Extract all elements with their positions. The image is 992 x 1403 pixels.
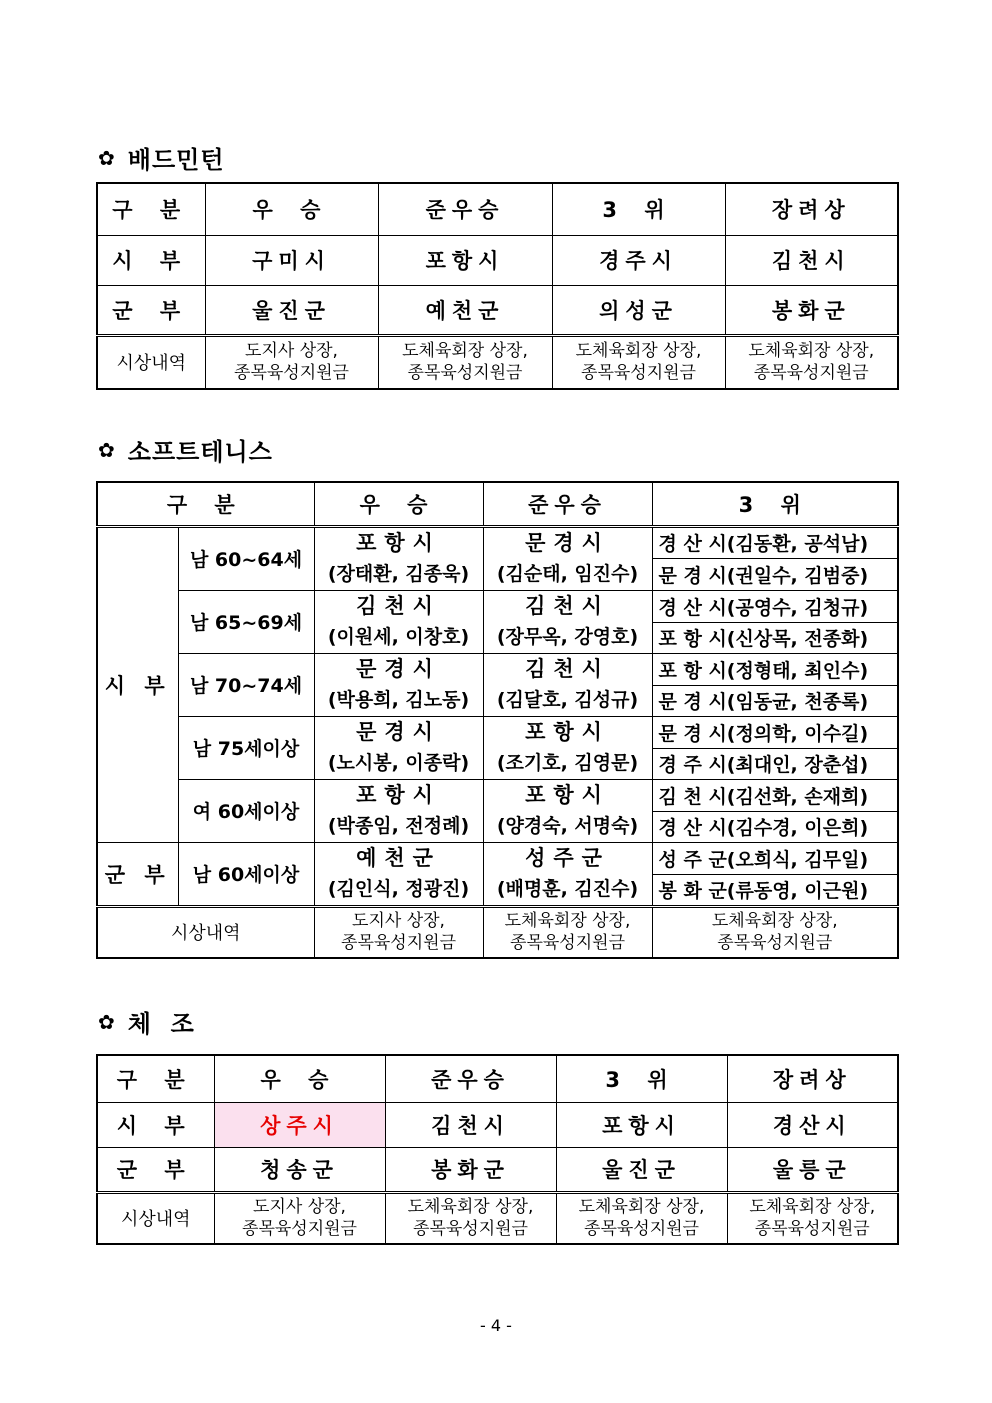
softtennis-table: [96, 481, 899, 959]
third-cell: 경 산 시(김수경, 이은희): [652, 811, 898, 842]
row-label-city: 시 부: [97, 235, 205, 285]
age-category: 남 65~69세: [178, 590, 314, 653]
award-cell: 도체육회장 상장, 종목육성지원금: [556, 1192, 727, 1244]
award-cell: 도체육회장 상장, 종목육성지원금: [552, 335, 725, 389]
runner-up-cell: 문경시 (김순태, 임진수): [483, 526, 652, 590]
cell: 의성군: [552, 285, 725, 335]
award-label: 시상내역: [97, 1192, 214, 1244]
runner-up-cell: 김천시 (김달호, 김성규): [483, 653, 652, 716]
gymnastics-title-text: 체 조: [127, 1010, 195, 1038]
age-category: 남 70~74세: [178, 653, 314, 716]
cell: 경주시: [552, 235, 725, 285]
cell: 포항시: [378, 235, 552, 285]
third-cell: 김 천 시(김선화, 손재희): [652, 779, 898, 811]
gymnastics-title: [98, 1004, 195, 1039]
cell: 김천시: [725, 235, 898, 285]
winner-cell: 문경시 (노시봉, 이종락): [314, 716, 483, 779]
third-cell: 문 경 시(정의학, 이수길): [652, 716, 898, 748]
cell: 김천시: [385, 1102, 556, 1147]
header-winner: 우 승: [214, 1055, 385, 1102]
row-label-city: 시 부: [97, 526, 178, 842]
softtennis-title: [98, 432, 273, 467]
award-cell: 도체육회장 상장, 종목육성지원금: [385, 1192, 556, 1244]
cell: 울진군: [205, 285, 378, 335]
header-category: 구 분: [97, 1055, 214, 1102]
age-category: 여 60세이상: [178, 779, 314, 842]
header-encouragement: 장려상: [727, 1055, 898, 1102]
winner-cell: 예천군 (김인식, 정광진): [314, 842, 483, 906]
third-cell: 경 산 시(김동환, 공석남): [652, 526, 898, 559]
gymnastics-table: [96, 1054, 899, 1245]
winner-cell: 포항시 (장태환, 김종욱): [314, 526, 483, 590]
third-cell: 경 주 시(최대인, 장춘섭): [652, 748, 898, 779]
softtennis-title-text: 소프트테니스: [127, 438, 273, 466]
header-category: 구 분: [97, 183, 205, 235]
cell: 봉화군: [725, 285, 898, 335]
third-cell: 성 주 군(오희식, 김무일): [652, 842, 898, 874]
cell: 예천군: [378, 285, 552, 335]
row-label-county: 군 부: [97, 842, 178, 906]
third-cell: 봉 화 군(류동영, 이근원): [652, 874, 898, 906]
cell: 울진군: [556, 1147, 727, 1192]
header-runner-up: 준우승: [378, 183, 552, 235]
award-cell: 도체육회장 상장, 종목육성지원금: [727, 1192, 898, 1244]
row-label-county: 군 부: [97, 1147, 214, 1192]
header-category: 구 분: [97, 482, 314, 526]
cell: 청송군: [214, 1147, 385, 1192]
runner-up-cell: 포항시 (조기호, 김영문): [483, 716, 652, 779]
award-cell: 도지사 상장, 종목육성지원금: [314, 906, 483, 958]
third-cell: 문 경 시(임동균, 천종록): [652, 685, 898, 716]
highlighted-cell: 상주시: [214, 1102, 385, 1147]
row-label-county: 군 부: [97, 285, 205, 335]
runner-up-cell: 포항시 (양경숙, 서명숙): [483, 779, 652, 842]
flower-icon: ✿: [98, 437, 116, 462]
header-winner: 우 승: [205, 183, 378, 235]
age-category: 남 60세이상: [178, 842, 314, 906]
header-winner: 우 승: [314, 482, 483, 526]
badminton-table: [96, 182, 899, 390]
page-number: - 4 -: [480, 1316, 512, 1335]
award-cell: 도체육회장 상장, 종목육성지원금: [725, 335, 898, 389]
winner-cell: 포항시 (박종임, 전정례): [314, 779, 483, 842]
award-cell: 도체육회장 상장, 종목육성지원금: [652, 906, 898, 958]
cell: 울릉군: [727, 1147, 898, 1192]
flower-icon: ✿: [98, 145, 116, 170]
header-third: 3 위: [652, 482, 898, 526]
header-runner-up: 준우승: [385, 1055, 556, 1102]
award-cell: 도지사 상장, 종목육성지원금: [214, 1192, 385, 1244]
header-third: 3 위: [556, 1055, 727, 1102]
age-category: 남 60~64세: [178, 526, 314, 590]
header-runner-up: 준우승: [483, 482, 652, 526]
award-label: 시상내역: [97, 906, 314, 958]
third-cell: 포 항 시(신상목, 전종화): [652, 622, 898, 653]
flower-icon: ✿: [98, 1009, 116, 1034]
cell: 포항시: [556, 1102, 727, 1147]
badminton-title: [98, 140, 225, 175]
award-cell: 도지사 상장, 종목육성지원금: [205, 335, 378, 389]
row-label-city: 시 부: [97, 1102, 214, 1147]
third-cell: 경 산 시(공영수, 김청규): [652, 590, 898, 622]
third-cell: 문 경 시(권일수, 김범중): [652, 559, 898, 591]
badminton-title-text: 배드민턴: [127, 146, 225, 174]
age-category: 남 75세이상: [178, 716, 314, 779]
award-cell: 도체육회장 상장, 종목육성지원금: [378, 335, 552, 389]
winner-cell: 문경시 (박용희, 김노동): [314, 653, 483, 716]
runner-up-cell: 김천시 (장무옥, 강영호): [483, 590, 652, 653]
award-cell: 도체육회장 상장, 종목육성지원금: [483, 906, 652, 958]
runner-up-cell: 성주군 (배명훈, 김진수): [483, 842, 652, 906]
winner-cell: 김천시 (이원세, 이창호): [314, 590, 483, 653]
cell: 경산시: [727, 1102, 898, 1147]
third-cell: 포 항 시(정형태, 최인수): [652, 653, 898, 685]
award-label: 시상내역: [97, 335, 205, 389]
header-third: 3 위: [552, 183, 725, 235]
cell: 봉화군: [385, 1147, 556, 1192]
header-encouragement: 장려상: [725, 183, 898, 235]
cell: 구미시: [205, 235, 378, 285]
